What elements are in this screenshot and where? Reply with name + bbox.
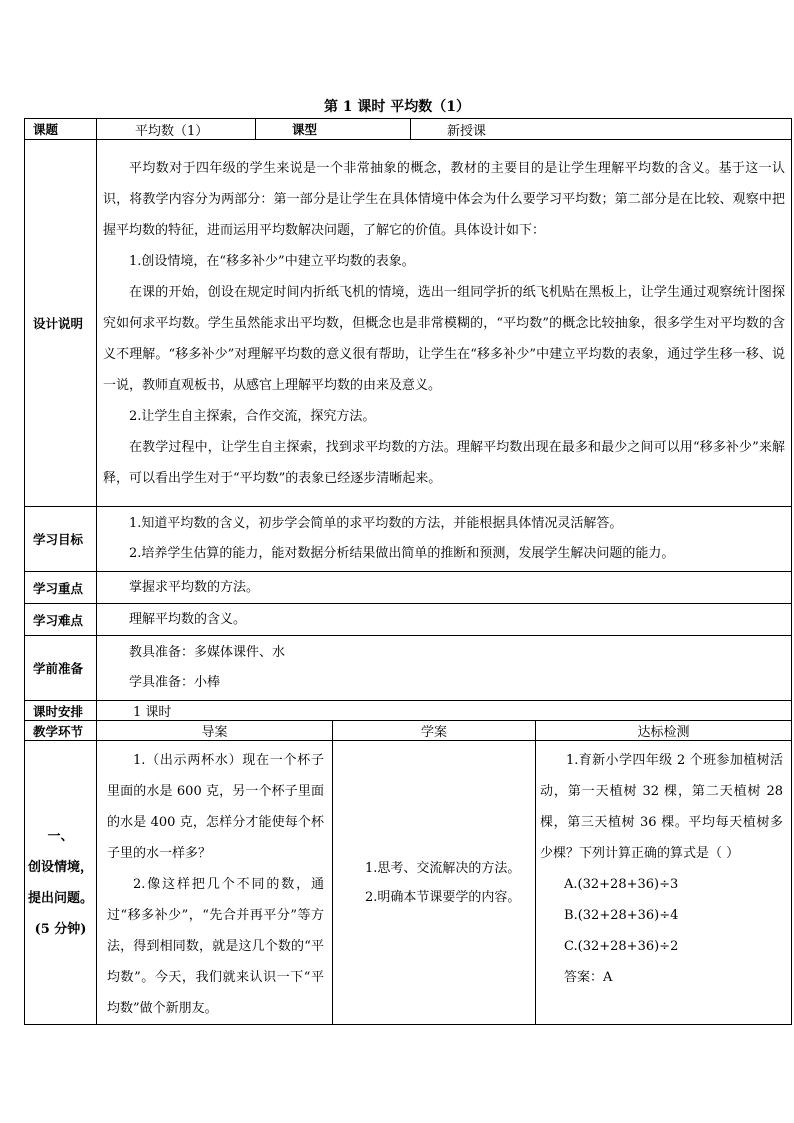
check-cell [536, 741, 792, 1025]
design-content [97, 140, 792, 507]
key-point-value: 掌握求平均数的方法。 [129, 579, 260, 595]
design-row [25, 140, 792, 507]
goals-row [25, 507, 792, 572]
design-label: 设计说明 [25, 140, 97, 507]
type-value: 新授课 [411, 119, 792, 140]
design-paragraph: 2.让学生自主探索，合作交流，探究方法。 [129, 408, 376, 424]
process-header-row [25, 721, 792, 741]
study-column-header: 学案 [333, 721, 536, 741]
guide-item: 1.（出示两杯水）现在一个杯子里面的水是 600 克，另一个杯子里面的水是 400 克，怎样分才能使每个杯子里的水一样多？ [107, 753, 324, 861]
prep-label: 学前准备 [25, 636, 97, 701]
topic-value: 平均数（1） [97, 119, 256, 140]
lesson-plan-table [24, 118, 792, 1025]
study-item: 2.明确本节课要学的内容。 [365, 889, 521, 905]
prep-row [25, 636, 792, 701]
stage-title-2: 提出问题。 [27, 890, 93, 906]
check-option-b: B.(32+28+36)÷4 [564, 908, 679, 923]
schedule-row [25, 701, 792, 721]
key-point-content [97, 572, 792, 604]
difficulty-content [97, 604, 792, 636]
schedule-value: 1 课时 [97, 701, 792, 721]
check-answer: 答案：A [564, 970, 613, 985]
schedule-label: 课时安排 [25, 701, 97, 721]
stage-cell [25, 741, 97, 1025]
prep-content [97, 636, 792, 701]
process-stage-row [25, 741, 792, 1025]
goal-item: 1.知道平均数的含义，初步学会简单的求平均数的方法，并能根据具体情况灵活解答。 [129, 516, 623, 531]
prep-teacher: 教具准备：多媒体课件、水 [129, 645, 286, 660]
study-cell [333, 741, 536, 1025]
goals-label: 学习目标 [25, 507, 97, 572]
check-option-a: A.(32+28+36)÷3 [564, 877, 679, 892]
goal-item: 2.培养学生估算的能力，能对数据分析结果做出简单的推断和预测，发展学生解决问题的能力。 [129, 546, 675, 561]
topic-row [25, 119, 792, 140]
design-paragraph: 在教学过程中，让学生自主探索，找到求平均数的方法。理解平均数出现在最多和最少之间可以用“移多补少”来解释，可以看出学生对于“平均数”的表象已经逐步清晰起来。 [103, 439, 786, 486]
topic-label: 课题 [25, 119, 97, 140]
key-point-label: 学习重点 [25, 572, 97, 604]
prep-student: 学具准备：小棒 [129, 675, 221, 690]
key-point-row [25, 572, 792, 604]
design-paragraph: 在课的开始，创设在规定时间内折纸飞机的情境，选出一组同学折的纸飞机贴在黑板上，让学生通过观察统计图探究如何求平均数。学生虽然能求出平均数，但概念也是非常模糊的，“平均数”的概念比较抽象，很多学生对平均数的含义不理解。“移多补少”对理解平均数的意义很有帮助，让学生在“移多补少”中建立平均数的表象，通过学生移一移、说一说，教师直观板书，从感官上理解平均数的由来及意义。 [103, 284, 786, 393]
design-paragraph: 平均数对于四年级的学生来说是一个非常抽象的概念，教材的主要目的是让学生理解平均数的含义。基于这一认识，将教学内容分为两部分：第一部分是让学生在具体情境中体会为什么要学习平均数；第二部分是在比较、观察中把握平均数的特征，进而运用平均数解决问题，了解它的价值。具体设计如下： [103, 160, 786, 238]
difficulty-label: 学习难点 [25, 604, 97, 636]
guide-cell [97, 741, 333, 1025]
stage-duration: (5 分钟) [34, 921, 87, 937]
guide-column-header: 导案 [97, 721, 333, 741]
design-paragraph: 1.创设情境，在“移多补少”中建立平均数的表象。 [129, 253, 415, 269]
page-title: 第 1 课时 平均数（1） [323, 99, 471, 115]
study-item: 1.思考、交流解决的方法。 [365, 860, 521, 876]
check-question: 1.育新小学四年级 2 个班参加植树活动，第一天植树 32 棵，第二天植树 28 棵，第三天植树 36 棵。平均每天植树多少棵？下列计算正确的算式是（ ） [540, 753, 784, 861]
difficulty-value: 理解平均数的含义。 [129, 611, 247, 627]
process-label: 教学环节 [25, 721, 97, 741]
check-option-c: C.(32+28+36)÷2 [564, 939, 679, 954]
difficulty-row [25, 604, 792, 636]
stage-title-1: 创设情境， [27, 859, 93, 875]
type-label: 课型 [256, 119, 411, 140]
guide-item: 2.像这样把几个不同的数，通过“移多补少”，“先合并再平分”等方法，得到相同数，就是这几个数的“平均数”。今天，我们就来认识一下“平均数”做个新朋友。 [107, 877, 324, 1016]
stage-number: 一、 [47, 828, 74, 844]
check-column-header: 达标检测 [536, 721, 792, 741]
goals-content [97, 507, 792, 572]
